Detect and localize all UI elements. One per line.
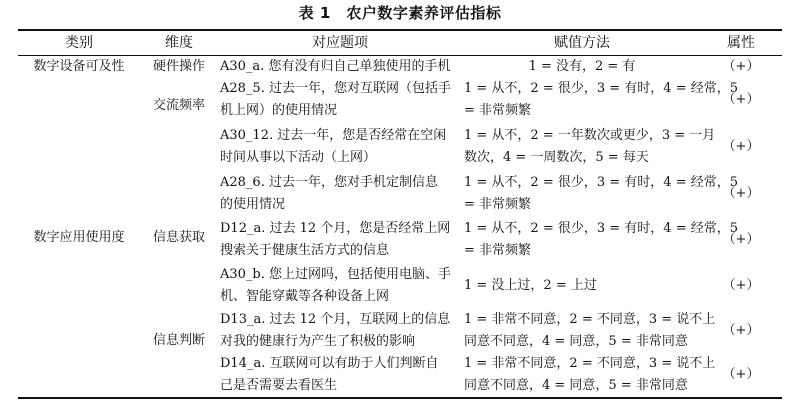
- table-caption: 表 1 农户数字素养评估指标: [298, 4, 502, 22]
- item-text: 时间从事以下活动（上网）: [220, 150, 377, 165]
- item-text: 机上网）的使用情况: [220, 103, 338, 118]
- item-text: A30_a. 您有没有归自己单独使用的手机: [220, 59, 451, 74]
- value-text: 1 = 非常不同意，2 = 不同意，3 = 说不上: [464, 356, 716, 371]
- category-device-access: 数字设备可及性: [33, 59, 125, 74]
- header-value: 赋值方法: [554, 35, 610, 51]
- attribute-text: （+）: [722, 367, 760, 382]
- value-text: 1 = 从不，2 = 一年数次或更少，3 = 一月: [464, 128, 716, 143]
- attribute-text: （+）: [722, 92, 760, 107]
- dimension-hardware: 硬件操作: [152, 59, 205, 74]
- attribute-text: （+）: [722, 232, 760, 247]
- value-text: = 非常频繁: [464, 197, 532, 212]
- item-text: 对我的健康行为产生了积极的影响: [220, 334, 416, 349]
- header-dimension: 维度: [165, 35, 193, 51]
- header-attribute: 属性: [727, 35, 755, 51]
- attribute-text: （+）: [722, 278, 760, 293]
- attribute-text: （+）: [722, 59, 760, 74]
- item-text: D13_a. 过去 12 个月，互联网上的信息: [220, 312, 451, 327]
- item-text: D14_a. 互联网可以有助于人们判断自: [220, 356, 439, 371]
- item-text: A28_5. 过去一年，您对互联网（包括手: [220, 81, 451, 96]
- value-text: = 非常频繁: [464, 103, 532, 118]
- value-text: = 非常频繁: [464, 243, 532, 258]
- item-text: A30_b. 您上过网吗，包括使用电脑、手: [220, 267, 452, 282]
- value-text: 1 = 从不，2 = 很少，3 = 有时，4 = 经常，5: [464, 221, 738, 236]
- header-category: 类别: [65, 35, 93, 51]
- attribute-text: （+）: [722, 323, 760, 338]
- dimension-info-judge: 信息判断: [152, 333, 205, 348]
- item-text: A30_12. 过去一年，您是否经常在空闲: [220, 128, 447, 143]
- value-text: 同意不同意，4 = 同意，5 = 非常同意: [464, 334, 688, 349]
- dimension-frequency: 交流频率: [152, 98, 205, 113]
- value-text: 1 = 从不，2 = 很少，3 = 有时，4 = 经常，5: [464, 175, 738, 190]
- item-text: 机、智能穿戴等各种设备上网: [220, 289, 390, 304]
- value-text: 数次，4 = 一周数次，5 = 每天: [464, 150, 649, 165]
- value-text: 1 = 没上过，2 = 上过: [464, 278, 597, 293]
- attribute-text: （+）: [722, 139, 760, 154]
- item-text: 的使用情况: [220, 197, 286, 212]
- value-text: 1 = 非常不同意，2 = 不同意，3 = 说不上: [464, 312, 716, 327]
- item-text: A28_6. 过去一年，您对手机定制信息: [220, 175, 438, 190]
- category-app-usage: 数字应用使用度: [33, 230, 125, 245]
- bottom-rule: [18, 397, 782, 399]
- dimension-info-get: 信息获取: [152, 230, 205, 245]
- value-text: 1 = 没有，2 = 有: [528, 59, 636, 74]
- item-text: 己是否需要去看医生: [220, 378, 338, 393]
- header-item: 对应题项: [312, 35, 368, 51]
- value-text: 1 = 从不，2 = 很少，3 = 有时，4 = 经常，5: [464, 81, 738, 96]
- item-text: 搜索关于健康生活方式的信息: [220, 243, 390, 258]
- item-text: D12_a. 过去 12 个月，您是否经常上网: [220, 221, 451, 236]
- attribute-text: （+）: [722, 186, 760, 201]
- value-text: 同意不同意，4 = 同意，5 = 非常同意: [464, 378, 688, 393]
